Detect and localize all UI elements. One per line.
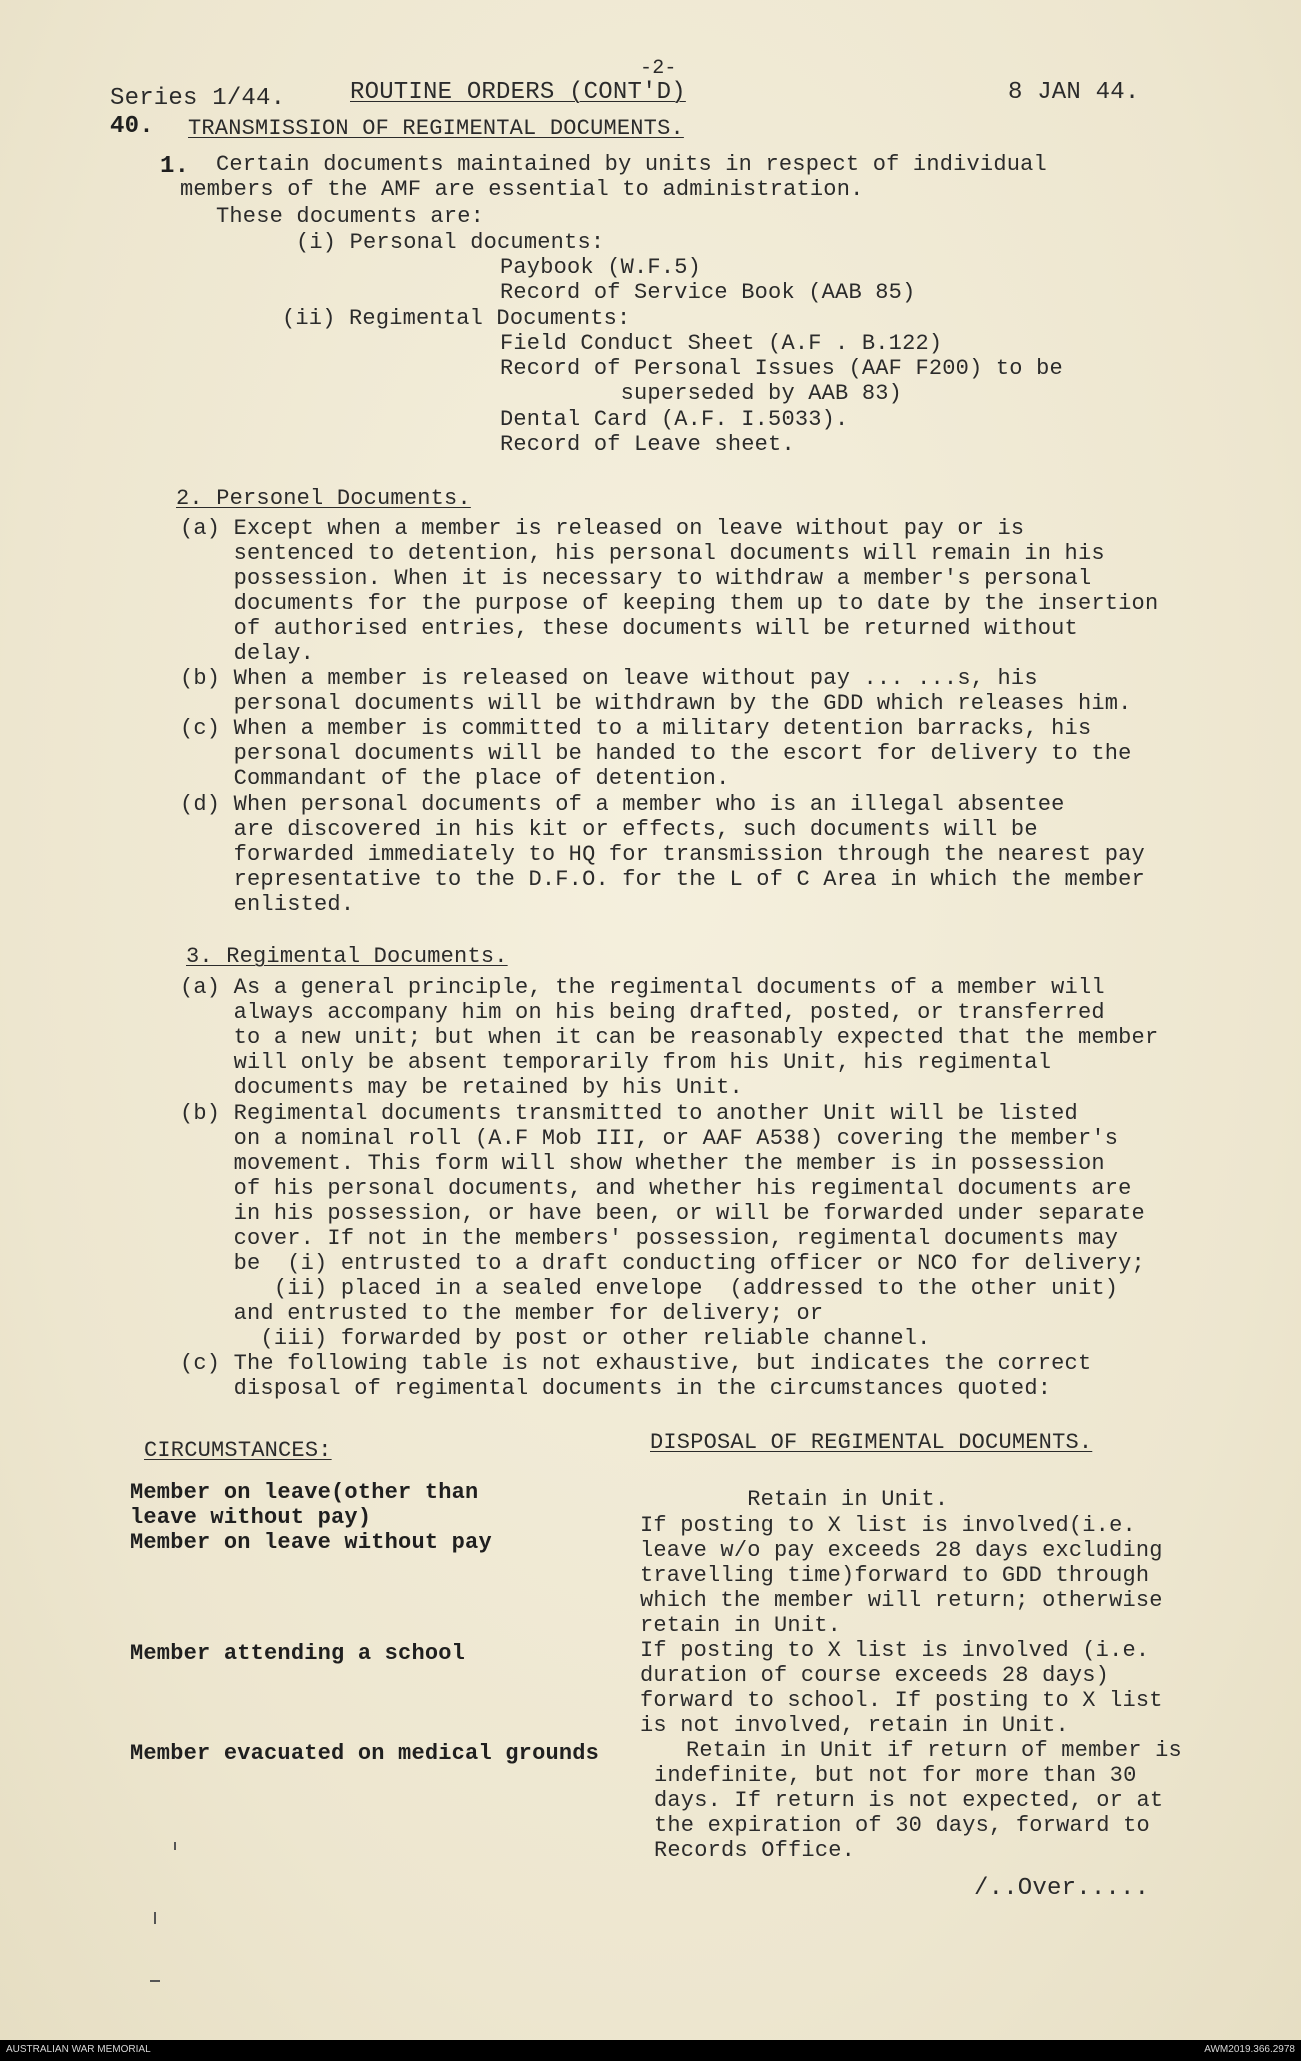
regimental-item-1: Field Conduct Sheet (A.F . B.122)	[500, 331, 943, 356]
para3-a-4: will only be absent temporarily from his Unit, his regimental	[180, 1050, 1052, 1075]
para2-b-2: personal documents will be withdrawn by the GDD which releases him.	[180, 691, 1132, 716]
para3-a-1: (a) As a general principle, the regimental documents of a member will	[180, 975, 1105, 1000]
regimental-item-3: superseded by AAB 83)	[500, 381, 903, 406]
header-title: ROUTINE ORDERS (CONT'D)	[350, 79, 686, 106]
stray-mark-3	[174, 1842, 176, 1850]
page-number: -2-	[640, 57, 677, 80]
para2-a-4: documents for the purpose of keeping them up to date by the insertion	[180, 591, 1159, 616]
table-row-1-circ-2: leave without pay)	[130, 1505, 372, 1530]
regimental-item-5: Record of Leave sheet.	[500, 432, 795, 457]
para2-d-1: (d) When personal documents of a member who is an illegal absentee	[180, 792, 1065, 817]
table-row-4-disp-5: Records Office.	[654, 1838, 856, 1863]
table-row-1-circ-1: Member on leave(other than	[130, 1480, 479, 1505]
para3-a-3: to a new unit; but when it can be reasonably expected that the member	[180, 1025, 1159, 1050]
para3-b-10: (iii) forwarded by post or other reliable channel.	[180, 1326, 931, 1351]
para3-c-1: (c) The following table is not exhaustive, but indicates the correct	[180, 1351, 1092, 1376]
stray-mark-2	[150, 1980, 160, 1982]
over-continuation: /..Over.....	[974, 1875, 1150, 1902]
para3-b-4: of his personal documents, and whether his regimental documents are	[180, 1176, 1132, 1201]
para2-a-2: sentenced to detention, his personal documents will remain in his	[180, 541, 1105, 566]
para3-b-1: (b) Regimental documents transmitted to another Unit will be listed	[180, 1101, 1078, 1126]
personal-item-2: Record of Service Book (AAB 85)	[500, 280, 916, 305]
para2-d-4: representative to the D.F.O. for the L of C Area in which the member	[180, 867, 1145, 892]
para3-heading: 3. Regimental Documents.	[186, 944, 508, 969]
table-row-4-disp-3: days. If return is not expected, or at	[654, 1788, 1164, 1813]
regimental-docs-heading: (ii) Regimental Documents:	[282, 306, 631, 331]
table-row-3-disp-4: is not involved, retain in Unit.	[640, 1713, 1069, 1738]
para3-b-5: in his possession, or have been, or will be forwarded under separate	[180, 1201, 1145, 1226]
table-header-circumstances: CIRCUMSTANCES:	[144, 1438, 332, 1463]
footer-institution: AUSTRALIAN WAR MEMORIAL	[6, 2044, 151, 2055]
table-row-4-disp-4: the expiration of 30 days, forward to	[654, 1813, 1150, 1838]
section-number: 40.	[110, 113, 154, 140]
table-row-2-disp-5: retain in Unit.	[640, 1613, 842, 1638]
table-row-2-disp-1: If posting to X list is involved(i.e.	[640, 1513, 1136, 1538]
para3-b-2: on a nominal roll (A.F Mob III, or AAF A538) covering the member's	[180, 1126, 1119, 1151]
regimental-item-4: Dental Card (A.F. I.5033).	[500, 407, 849, 432]
header-date: 8 JAN 44.	[1008, 79, 1140, 106]
para3-b-9: and entrusted to the member for delivery; or	[180, 1301, 824, 1326]
para2-a-6: delay.	[180, 641, 315, 666]
para1-number: 1.	[160, 153, 190, 180]
footer-accession-id: AWM2019.366.2978	[1204, 2044, 1295, 2055]
table-row-4-disp-1: Retain in Unit if return of member is	[686, 1738, 1182, 1763]
section-title: TRANSMISSION OF REGIMENTAL DOCUMENTS.	[188, 116, 684, 141]
para2-a-1: (a) Except when a member is released on leave without pay or is	[180, 516, 1025, 541]
para1-line-2: members of the AMF are essential to administration.	[180, 177, 864, 202]
para2-b-1: (b) When a member is released on leave without pay ... ...s, his	[180, 666, 1038, 691]
table-row-2-disp-4: which the member will return; otherwise	[640, 1588, 1163, 1613]
table-row-3-disp-3: forward to school. If posting to X list	[640, 1688, 1163, 1713]
table-row-3-circ-1: Member attending a school	[130, 1641, 466, 1666]
regimental-item-2: Record of Personal Issues (AAF F200) to be	[500, 356, 1063, 381]
table-row-2-circ-1: Member on leave without pay	[130, 1530, 492, 1555]
para2-d-3: forwarded immediately to HQ for transmission through the nearest pay	[180, 842, 1145, 867]
stray-mark-1	[154, 1912, 156, 1924]
para2-a-3: possession. When it is necessary to withdraw a member's personal	[180, 566, 1092, 591]
para1-line-3: These documents are:	[216, 204, 485, 229]
para3-a-2: always accompany him on his being drafted, posted, or transferred	[180, 1000, 1105, 1025]
para2-c-2: personal documents will be handed to the escort for delivery to the	[180, 741, 1132, 766]
para2-c-1: (c) When a member is committed to a military detention barracks, his	[180, 716, 1092, 741]
para3-b-8: (ii) placed in a sealed envelope (addressed to the other unit)	[180, 1276, 1119, 1301]
para2-a-5: of authorised entries, these documents will be returned without	[180, 616, 1078, 641]
personal-docs-heading: (i) Personal documents:	[296, 230, 605, 255]
table-header-disposal: DISPOSAL OF REGIMENTAL DOCUMENTS.	[650, 1430, 1093, 1455]
para3-a-5: documents may be retained by his Unit.	[180, 1075, 743, 1100]
para3-b-3: movement. This form will show whether the member is in possession	[180, 1151, 1105, 1176]
series-label: Series 1/44.	[110, 85, 286, 112]
table-row-3-disp-2: duration of course exceeds 28 days)	[640, 1663, 1110, 1688]
table-row-1-disp-1: Retain in Unit.	[640, 1487, 949, 1512]
table-row-2-disp-2: leave w/o pay exceeds 28 days excluding	[640, 1538, 1163, 1563]
para2-d-2: are discovered in his kit or effects, such documents will be	[180, 817, 1038, 842]
table-row-3-disp-1: If posting to X list is involved (i.e.	[640, 1638, 1150, 1663]
para2-d-5: enlisted.	[180, 892, 355, 917]
para3-b-7: be (i) entrusted to a draft conducting officer or NCO for delivery;	[180, 1251, 1145, 1276]
footer-bar	[0, 2040, 1301, 2061]
para2-heading: 2. Personel Documents.	[176, 486, 471, 511]
personal-item-1: Paybook (W.F.5)	[500, 255, 702, 280]
para3-c-2: disposal of regimental documents in the circumstances quoted:	[180, 1376, 1052, 1401]
table-row-4-disp-2: indefinite, but not for more than 30	[654, 1763, 1137, 1788]
para2-c-3: Commandant of the place of detention.	[180, 766, 730, 791]
para3-b-6: cover. If not in the members' possession, regimental documents may	[180, 1226, 1119, 1251]
para1-line-1: Certain documents maintained by units in respect of individual	[216, 152, 1047, 177]
table-row-4-circ-1: Member evacuated on medical grounds	[130, 1741, 600, 1766]
table-row-2-disp-3: travelling time)forward to GDD through	[640, 1563, 1150, 1588]
